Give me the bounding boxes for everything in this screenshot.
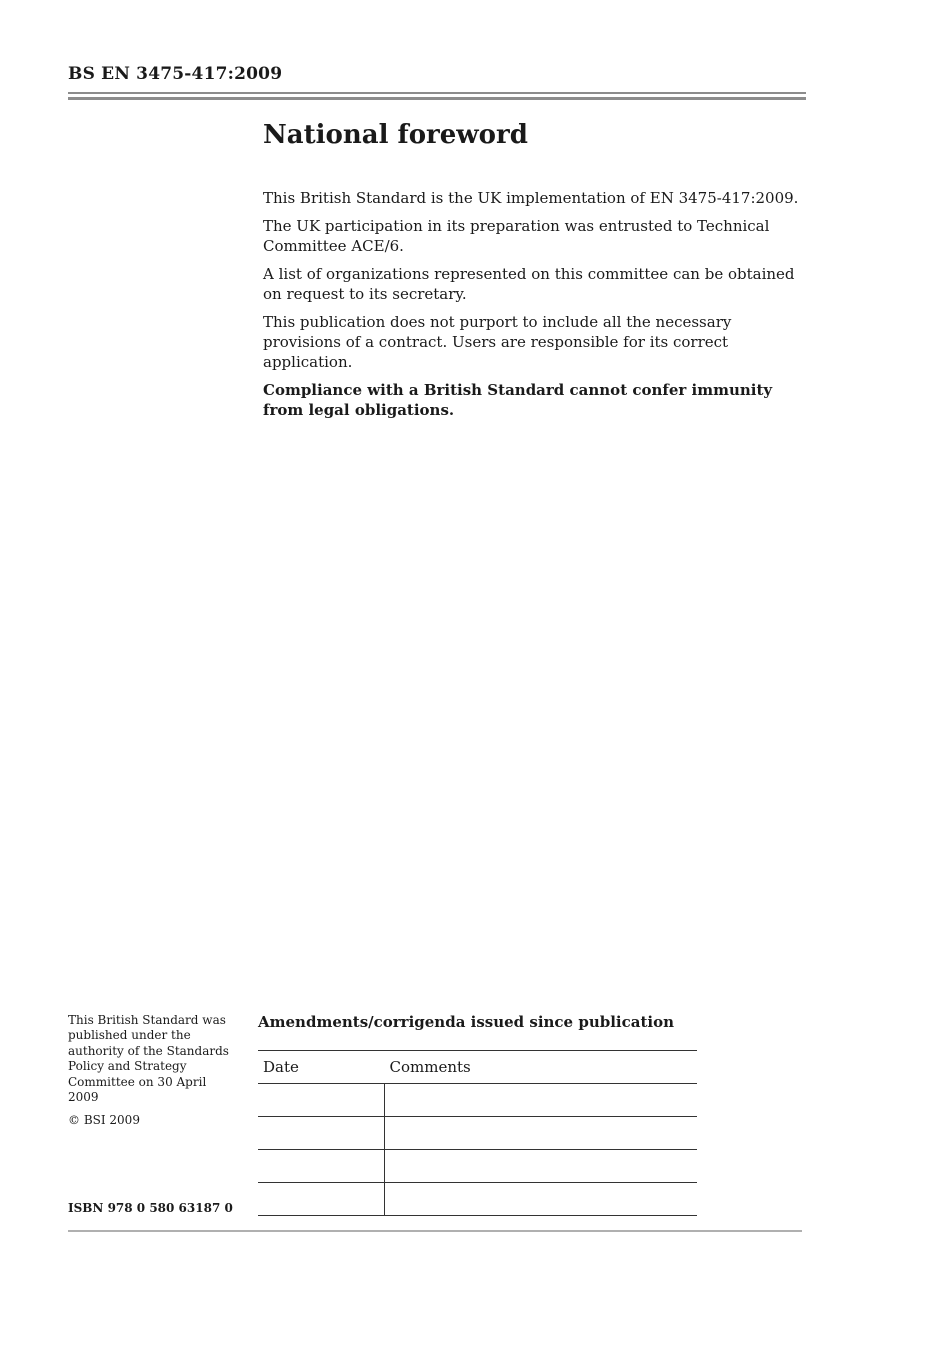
- copyright-notice: © BSI 2009: [68, 1113, 140, 1128]
- paragraph-implementation: This British Standard is the UK implementation of EN 3475-417:2009.: [263, 189, 799, 207]
- compliance-notice: Compliance with a British Standard cannot confer immunity from legal obligations.: [263, 381, 773, 419]
- header-double-rule: [68, 92, 806, 100]
- table-row: [258, 1150, 697, 1183]
- amendments-table: [258, 1050, 697, 1216]
- paragraph-provisions: This publication does not purport to include all the necessary provisions of a contract. Users are responsible for its correct application.: [263, 313, 732, 371]
- header-rule-bottom: [68, 97, 806, 100]
- table-row: [258, 1084, 697, 1117]
- comments-cell: [385, 1117, 698, 1150]
- comments-cell: [385, 1150, 698, 1183]
- amendments-title: Amendments/corrigenda issued since publication: [258, 1013, 674, 1031]
- table-row: [258, 1117, 697, 1150]
- column-header-comments: Comments: [385, 1051, 698, 1084]
- table-row: [258, 1183, 697, 1216]
- comments-cell: [385, 1183, 698, 1216]
- publication-note: This British Standard was published under the authority of the Standards Policy and Strategy Committee on 30 April 2009: [68, 1013, 229, 1105]
- date-cell: [258, 1084, 385, 1117]
- page-title: National foreword: [263, 120, 528, 150]
- column-header-date: Date: [258, 1051, 385, 1084]
- document-id: BS EN 3475-417:2009: [68, 64, 283, 84]
- date-cell: [258, 1150, 385, 1183]
- comments-cell: [385, 1084, 698, 1117]
- foreword-body: [263, 188, 808, 428]
- isbn: ISBN 978 0 580 63187 0: [68, 1201, 233, 1215]
- paragraph-organizations: A list of organizations represented on this committee can be obtained on request to its secretary.: [263, 265, 795, 303]
- amendments-header-row: [258, 1051, 697, 1084]
- date-cell: [258, 1183, 385, 1216]
- header-rule-top: [68, 92, 806, 94]
- footer-rule: [68, 1230, 802, 1232]
- publication-sidebar: [68, 1013, 233, 1137]
- paragraph-committee: The UK participation in its preparation was entrusted to Technical Committee ACE/6.: [263, 217, 770, 255]
- date-cell: [258, 1117, 385, 1150]
